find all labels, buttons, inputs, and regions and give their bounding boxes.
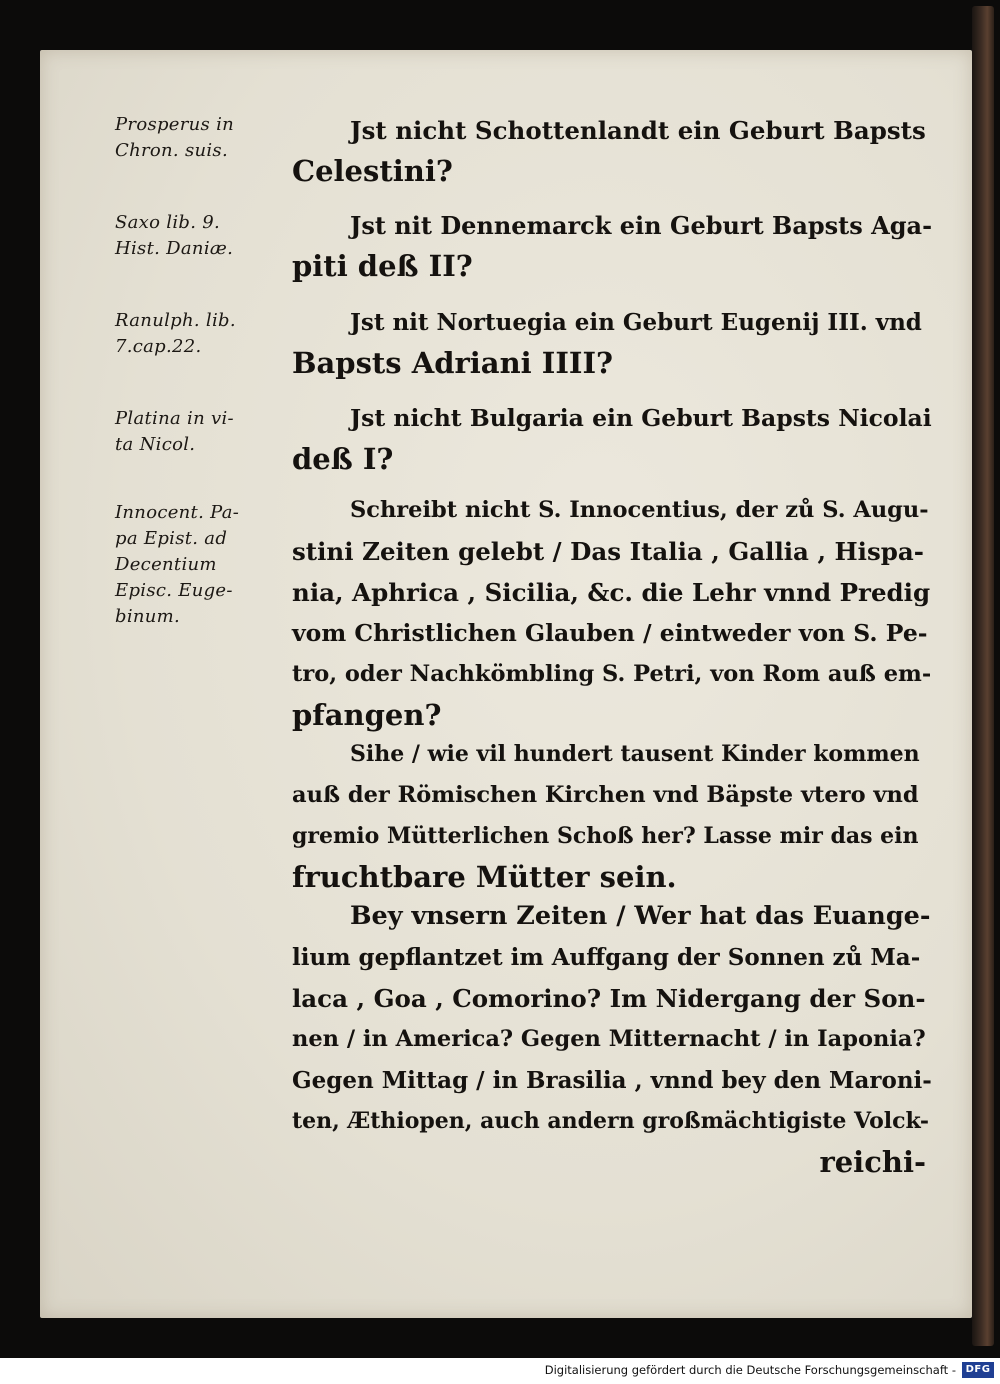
text-line: deß I?	[292, 442, 394, 476]
text-line: Jst nit Dennemarck ein Geburt Bapsts Aga-	[350, 211, 933, 240]
text-line: Jst nicht Bulgaria ein Geburt Bapsts Nicolai	[350, 404, 932, 432]
text-line: Jst nit Nortuegia ein Geburt Eugenij III. vnd	[350, 309, 922, 336]
text-line: Gegen Mittag / in Brasilia , vnnd bey den Maroni-	[292, 1067, 932, 1094]
dfg-logo: DFG	[962, 1362, 994, 1378]
paragraph-5	[292, 490, 932, 736]
footer-credit: Digitalisierung gefördert durch die Deutsche Forschungsgemeinschaft -	[544, 1363, 956, 1377]
paragraph-4	[292, 398, 932, 480]
text-line: nia, Aphrica , Sicilia, &c. die Lehr vnnd Predig	[292, 578, 931, 607]
paragraph-7	[292, 896, 932, 1183]
text-line: nen / in America? Gegen Mitternacht / in Iaponia?	[292, 1026, 926, 1052]
text-line: laca , Goa , Comorino? Im Nidergang der Son-	[292, 984, 926, 1013]
catchword: reichi-	[819, 1145, 926, 1179]
text-line: lium gepflantzet im Auffgang der Sonnen zů Ma-	[292, 944, 921, 971]
text-line: Celestini?	[292, 154, 453, 188]
text-line: Bapsts Adriani IIII?	[292, 346, 614, 380]
text-line: stini Zeiten gelebt / Das Italia , Gallia , Hispa-	[292, 537, 924, 566]
margin-note-3: Ranulph. lib. 7.cap.22.	[115, 310, 236, 357]
margin-note-2: Saxo lib. 9. Hist. Daniæ.	[115, 212, 234, 259]
text-line: Sihe / wie vil hundert tausent Kinder kommen	[350, 741, 920, 767]
text-line: auß der Römischen Kirchen vnd Bäpste vtero vnd	[292, 782, 919, 808]
margin-note-1: Prosperus in Chron. suis.	[115, 114, 235, 161]
margin-note-4: Platina in vi- ta Nicol.	[115, 408, 234, 455]
text-line: pfangen?	[292, 698, 442, 732]
text-line: Bey vnsern Zeiten / Wer hat das Euange-	[350, 901, 931, 931]
text-line: Jst nicht Schottenlandt ein Geburt Bapsts	[350, 116, 926, 145]
footer-bar	[0, 1358, 1000, 1384]
paragraph-6	[292, 734, 932, 898]
book-edge	[972, 6, 994, 1346]
text-line: piti deß II?	[292, 249, 473, 283]
text-line: vom Christlichen Glauben / eintweder von S. Pe-	[292, 619, 928, 647]
text-line: Schreibt nicht S. Innocentius, der zů S. Augu-	[350, 497, 929, 523]
text-line: fruchtbare Mütter sein.	[292, 860, 677, 894]
margin-note-5: Innocent. Pa- pa Epist. ad Decentium Episc. Euge- binum.	[115, 502, 240, 627]
paragraph-3	[292, 302, 932, 384]
paragraph-2	[292, 205, 932, 287]
text-line: tro, oder Nachkömbling S. Petri, von Rom auß em-	[292, 661, 932, 687]
paragraph-1	[292, 110, 932, 192]
text-line: gremio Mütterlichen Schoß her? Lasse mir das ein	[292, 823, 919, 849]
text-line: ten, Æthiopen, auch andern großmächtigiste Volck-	[292, 1108, 929, 1134]
